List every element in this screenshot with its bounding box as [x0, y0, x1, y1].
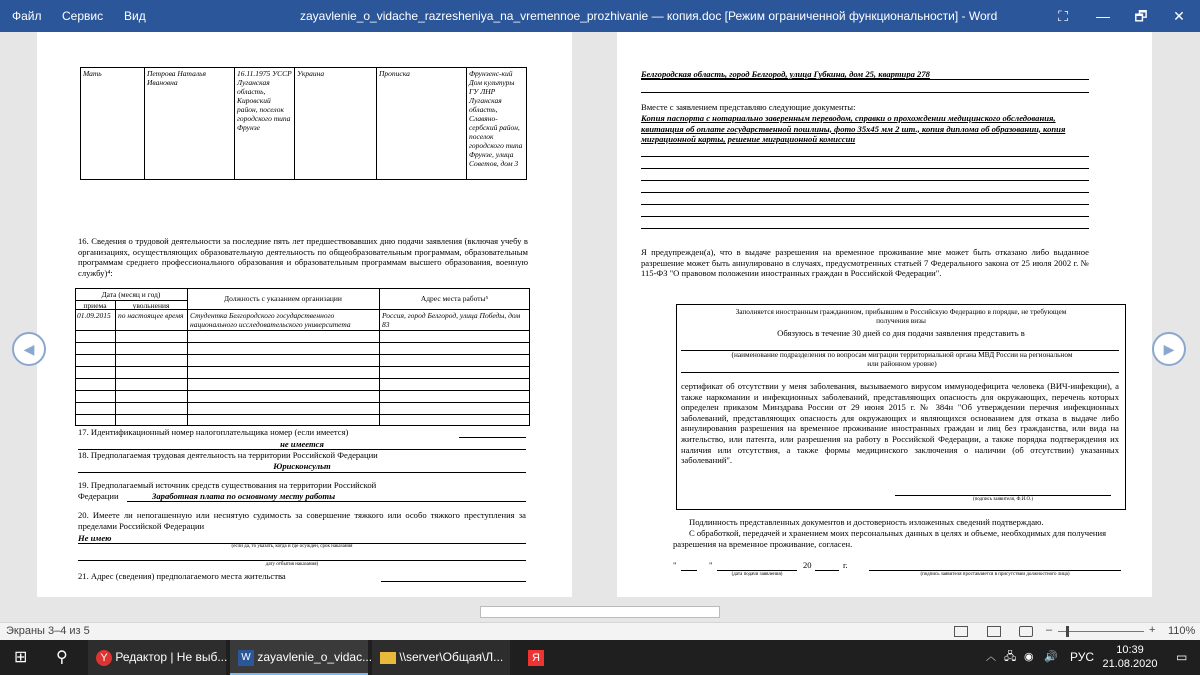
work-header-date: Дата (месяц и год): [101, 290, 161, 299]
work-row-dismiss: по настоящее время: [118, 311, 184, 320]
print-layout-icon[interactable]: [987, 626, 1001, 637]
docs-list: Копия паспорта с нотариально заверенным переводом, справки о прохождении медицинского обследования, квитанция об оплате государственной пошлины, фото 35х45 мм 2 шт., копия диплома об образовании, копия миграционной карты, решение миграционной комиссии: [641, 113, 1066, 145]
warning-text: Я предупрежден(а), что в выдаче разрешения на временное проживание мне может быть отказано либо выданное разрешение может быть аннулировано в случаях, предусмотренных статьей 7 Федерального закона от 25 июля 2002 г. № 115-ФЗ "О правовом положении иностранных граждан в Российской Федерации".: [641, 247, 1089, 279]
menu-service[interactable]: Сервис: [62, 9, 104, 23]
work-row-position: Студентка Белгородского государственного национального исследовательского университета: [190, 311, 351, 329]
work-header-dismiss: увольнения: [132, 301, 170, 310]
yandex-icon: Y: [96, 650, 112, 666]
family-residence-type: Прописка: [376, 67, 467, 180]
work-row-hire: 01.09.2015: [77, 311, 111, 320]
restore-button[interactable]: 🗗: [1134, 8, 1148, 24]
taskbar-app-yandex-editor[interactable]: [88, 640, 226, 675]
prev-screen-button[interactable]: [12, 332, 46, 366]
section-18-value: Юрисконсульт: [273, 461, 331, 471]
section-17-value: не имеется: [280, 439, 324, 449]
confirm-text-1: Подлинность представленных документов и достоверность изложенных сведений подтверждаю.: [689, 517, 1044, 527]
screen-counter: Экраны 3–4 из 5: [6, 625, 90, 637]
box-title-1: Заполняется иностранным гражданином, прибывшим в Российскую Федерацию в порядке, не требующем: [735, 307, 1067, 316]
address-line: Белгородская область, город Белгород, улица Губкина, дом 25, квартира 278: [641, 69, 930, 79]
tray-volume-icon[interactable]: 🔊: [1044, 651, 1058, 663]
section-20-label: 20. Имеете ли непогашенную или неснятую судимость за совершение тяжкого или особо тяжкого преступления за пределами Российской Федерации: [78, 510, 526, 531]
box-oblige: Обязуюсь в течение 30 дней со дня подачи заявления представить в: [777, 328, 1025, 338]
section-19-label: 19. Предполагаемый источник средств существования на территории Российской: [78, 480, 377, 490]
work-row-address: Россия, город Белгород, улица Победы, дом 83: [382, 311, 521, 329]
zoom-slider[interactable]: [1058, 631, 1144, 632]
folder-icon: [380, 652, 396, 664]
search-icon[interactable]: ⚲: [56, 649, 68, 666]
read-mode-icon[interactable]: [954, 626, 968, 637]
tray-time: 10:39: [1116, 644, 1144, 656]
tray-clock[interactable]: [1100, 643, 1160, 671]
minimize-button[interactable]: —: [1096, 8, 1110, 24]
tray-language[interactable]: РУС: [1070, 650, 1095, 664]
family-citizenship: Украина: [294, 67, 377, 180]
work-header-hire: приема: [83, 301, 107, 310]
word-icon: W: [238, 650, 254, 666]
taskbar-app-1-label: Редактор | Не выб...: [115, 650, 228, 664]
section-21-label: 21. Адрес (сведения) предполагаемого места жительства: [78, 571, 286, 581]
family-name: Петрова Наталья Ивановна: [144, 67, 235, 180]
date-quote-close: ": [709, 560, 713, 570]
date-year-suffix: г.: [843, 560, 848, 570]
close-button[interactable]: ✕: [1173, 8, 1185, 24]
box-hint: (наименование подразделения по вопросам миграции территориальной органа МВД России на региональном или районном уровне): [731, 350, 1073, 368]
document-area: [0, 32, 1200, 622]
title-bar: [0, 0, 1200, 32]
web-layout-icon[interactable]: [1019, 626, 1033, 637]
taskbar-app-word[interactable]: [230, 640, 373, 675]
horizontal-scrollbar[interactable]: [480, 606, 720, 618]
box-sign-hint: (подпись заявителя, Ф.И.О.): [972, 497, 1034, 502]
section-20-hint-2: дату отбытия наказания): [265, 562, 319, 567]
page-left: [37, 32, 572, 597]
page-right: [617, 32, 1152, 597]
sign-hint: (подпись заявителя проставляется в присутствии должностного лица): [920, 572, 1070, 577]
next-screen-button[interactable]: [1152, 332, 1186, 366]
section-19-value: Заработная плата по основному месту работы: [152, 491, 336, 501]
section-18-label: 18. Предполагаемая трудовая деятельность на территории Российской Федерации: [78, 450, 378, 460]
taskbar-app-explorer[interactable]: [372, 640, 510, 675]
chevron-right-icon: ▶: [1163, 341, 1175, 357]
section-16-text: 16. Сведения о трудовой деятельности за последние пять лет предшествовавших дню подачи заявления (включая учебу в организациях, осуществляющих образовательную деятельность по общеобразовательным программам, образовательным программам среднего профессионального образования и образовательным программам высшего образования, военную службу)⁴:: [78, 236, 528, 278]
docs-label: Вместе с заявлением представляю следующие документы:: [641, 102, 856, 112]
date-quote-open: ": [673, 560, 677, 570]
yandex-browser-icon: Я: [528, 650, 544, 666]
window-title: zayavlenie_o_vidache_razresheniya_na_vremennoe_prozhivanie — копия.doc [Режим ограниченной функциональности] - Word: [300, 9, 998, 23]
notifications-icon[interactable]: ▭: [1176, 650, 1188, 664]
work-header-address: Адрес места работы⁵: [420, 294, 489, 303]
tray-date: 21.08.2020: [1102, 658, 1158, 670]
zoom-level[interactable]: 110%: [1168, 625, 1196, 637]
section-19-label-2: Федерации: [78, 491, 119, 501]
family-address: Фрунзенс-кий Дом культуры ГУ ЛНР Луганская область, Славяно-сербский район, поселок городского типа Фрунзе, улица Советов, дом 3: [466, 67, 527, 180]
status-bar: [0, 622, 1200, 640]
section-20-value: Не имею: [78, 533, 112, 543]
fullscreen-icon[interactable]: ⛶: [1058, 8, 1068, 24]
work-header-position: Должность с указанием организации: [224, 294, 342, 303]
box-title: [679, 308, 1123, 325]
box-title-2: получения визы: [876, 315, 926, 325]
menu-file[interactable]: Файл: [12, 9, 42, 23]
menu-view[interactable]: Вид: [124, 9, 146, 23]
tray-security-icon[interactable]: ◉: [1024, 651, 1034, 663]
family-relation: Мать: [80, 67, 145, 180]
section-17-label: 17. Идентификационный номер налогоплательщика номер (если имеется): [78, 427, 349, 437]
taskbar-app-3-label: \\server\Общая\Л...: [399, 650, 504, 664]
date-hint: (дата подачи заявления): [731, 572, 783, 577]
family-birth: 16.11.1975 УССР Луганская область, Кировский район, поселок городского типа Фрунзе: [234, 67, 295, 180]
tray-chevron-up-icon[interactable]: ︿: [986, 652, 996, 663]
taskbar: [0, 640, 1200, 675]
zoom-in-button[interactable]: +: [1149, 624, 1156, 636]
windows-start-icon[interactable]: ⊞: [14, 649, 28, 666]
tray-network-icon[interactable]: 🖧: [1004, 651, 1017, 663]
zoom-out-button[interactable]: –: [1046, 624, 1053, 636]
date-year-prefix: 20: [803, 560, 812, 570]
taskbar-app-2-label: zayavlenie_o_vidac...: [257, 650, 373, 664]
chevron-left-icon: ◀: [23, 341, 35, 357]
taskbar-app-yandex-browser[interactable]: [516, 640, 556, 675]
confirm-text-2: С обработкой, передачей и хранением моих персональных данных в целях и объеме, необходимых для получения разрешения на временное проживание, согласен.: [673, 528, 1107, 549]
zoom-slider-thumb[interactable]: [1066, 626, 1069, 637]
section-20-hint: (если да, то указать, когда и где осужден, срок наказания: [231, 544, 353, 549]
box-text: сертификат об отсутствии у меня заболевания, вызываемого вирусом иммунодефицита человека (ВИЧ-инфекции), а также наркомании и инфекционных заболеваний, представляющих опасность для окружающих, перечень которых определен приказом Минздрава России от 29 июня 2015 г. № 384н "Об утверждении перечня инфекционных заболеваний, представляющих опасность для окружающих и являющихся основанием для отказа в выдаче либо аннулирования разрешения на временное проживание иностранных граждан и лиц без гражданства, или вида на жительство, или патента, или разрешения на работу в Российской Федерации, а также порядка подтверждения их наличия или отсутствия, а также формы медицинского заключения о наличии (об отсутствии) указанных заболеваний".: [681, 381, 1119, 466]
